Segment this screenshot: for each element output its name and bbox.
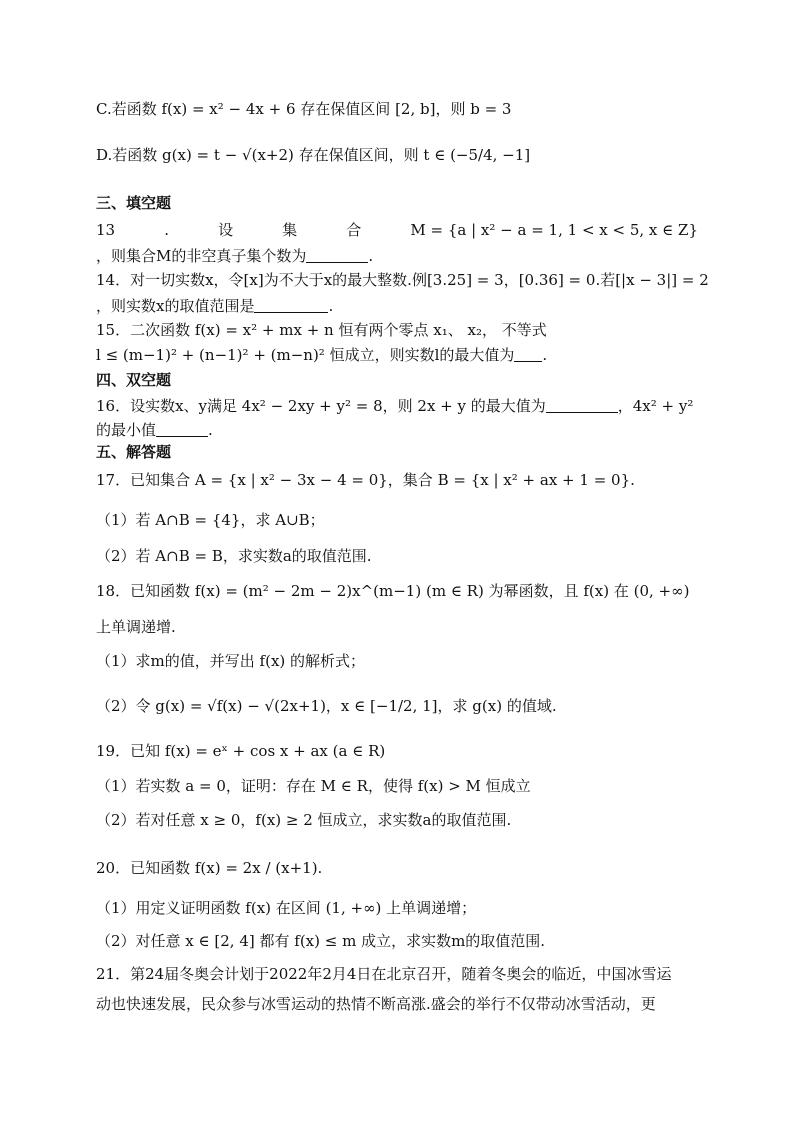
question-20: 20．已知函数 f(x) = 2x / (x+1). (96, 859, 323, 877)
question-18-line-1: 18．已知函数 f(x) = (m² − 2m − 2)x^(m−1) (m ∈ R) 为幂函数，且 f(x) 在 (0, +∞) (96, 582, 690, 600)
q13-text: ，则集合M的非空真子集个数为 (96, 247, 307, 265)
question-14-line-1: 14．对一切实数x，令[x]为不大于x的最大整数.例[3.25] = 3，[0.36] = 0.若[|x − 3|] = 2 (96, 271, 709, 289)
question-20-part-1: （1）用定义证明函数 f(x) 在区间 (1, +∞) 上单调递增； (96, 899, 477, 917)
question-17-part-1: （1）若 A∩B = {4}，求 A∪B； (96, 511, 325, 529)
section-double-blank-heading: 四、双空题 (96, 371, 172, 389)
q16-end: . (208, 421, 213, 439)
answer-blank (156, 422, 208, 437)
section-answer-heading: 五、解答题 (96, 443, 172, 461)
question-17-part-2: （2）若 A∩B = B，求实数a的取值范围. (96, 547, 372, 565)
q16-text-2: 的最小值 (96, 421, 157, 439)
q13-word-3: 合 (346, 221, 362, 239)
question-16-line-1 (96, 396, 698, 416)
question-16-line-2 (96, 420, 698, 440)
q16-mid: ，4x² + y² (617, 397, 694, 415)
option-c: C.若函数 f(x) = x² − 4x + 6 存在保值区间 [2, b]，则 b = 3 (96, 100, 512, 118)
answer-blank (546, 398, 618, 413)
q14-end: . (328, 297, 334, 315)
q13-number: 13 (96, 221, 116, 239)
q13-word-1: 设 (218, 221, 234, 239)
question-20-part-2: （2）对任意 x ∈ [2, 4] 都有 f(x) ≤ m 成立，求实数m的取值范围. (96, 932, 546, 950)
question-18-part-2: （2）令 g(x) = √f(x) − √(2x+1)，x ∈ [−1/2, 1]，求 g(x) 的值域. (96, 697, 557, 715)
question-19: 19．已知 f(x) = eˣ + cos x + ax (a ∈ R) (96, 742, 386, 760)
section-fill-blank-heading: 三、填空题 (96, 194, 172, 212)
question-19-part-2: （2）若对任意 x ≥ 0，f(x) ≥ 2 恒成立，求实数a的取值范围. (96, 811, 512, 829)
q15-end: . (542, 346, 548, 364)
option-d: D.若函数 g(x) = t − √(x+2) 存在保值区间，则 t ∈ (−5/4, −1] (96, 146, 531, 164)
question-14-line-2 (96, 296, 698, 316)
q13-set-expression: M = {a | x² − a = 1, 1 < x < 5, x ∈ Z} (410, 221, 698, 239)
q15-text: l ≤ (m−1)² + (n−1)² + (m−n)² 恒成立，则实数l的最大值为 (96, 346, 515, 364)
question-19-part-1: （1）若实数 a = 0，证明：存在 M ∈ R，使得 f(x) > M 恒成立 (96, 777, 531, 795)
question-15-line-1: 15．二次函数 f(x) = x² + mx + n 恒有两个零点 x₁、 x₂， 不等式 (96, 321, 547, 339)
question-13-line-2 (96, 246, 698, 266)
question-17: 17．已知集合 A = {x | x² − 3x − 4 = 0}，集合 B = {x | x² + ax + 1 = 0}. (96, 471, 635, 489)
question-21-line-2: 动也快速发展，民众参与冰雪运动的热情不断高涨.盛会的举行不仅带动冰雪活动，更 (96, 995, 656, 1013)
q13-dot: . (164, 221, 169, 239)
q16-text: 16．设实数x、y满足 4x² − 2xy + y² = 8，则 2x + y 的最大值为 (96, 397, 546, 415)
question-15-line-2 (96, 345, 698, 365)
q13-end: . (368, 247, 374, 265)
question-18-part-1: （1）求m的值，并写出 f(x) 的解析式； (96, 652, 366, 670)
q13-word-2: 集 (282, 221, 298, 239)
question-21-line-1: 21．第24届冬奥会计划于2022年2月4日在北京召开，随着冬奥会的临近，中国冰雪运 (96, 965, 672, 983)
q14-text: ，则实数x的取值范围是 (96, 297, 255, 315)
question-18-line-2: 上单调递增. (96, 618, 176, 636)
answer-blank (514, 347, 542, 362)
answer-blank (306, 248, 368, 263)
answer-blank (254, 298, 328, 313)
question-13-line-1 (96, 220, 698, 240)
